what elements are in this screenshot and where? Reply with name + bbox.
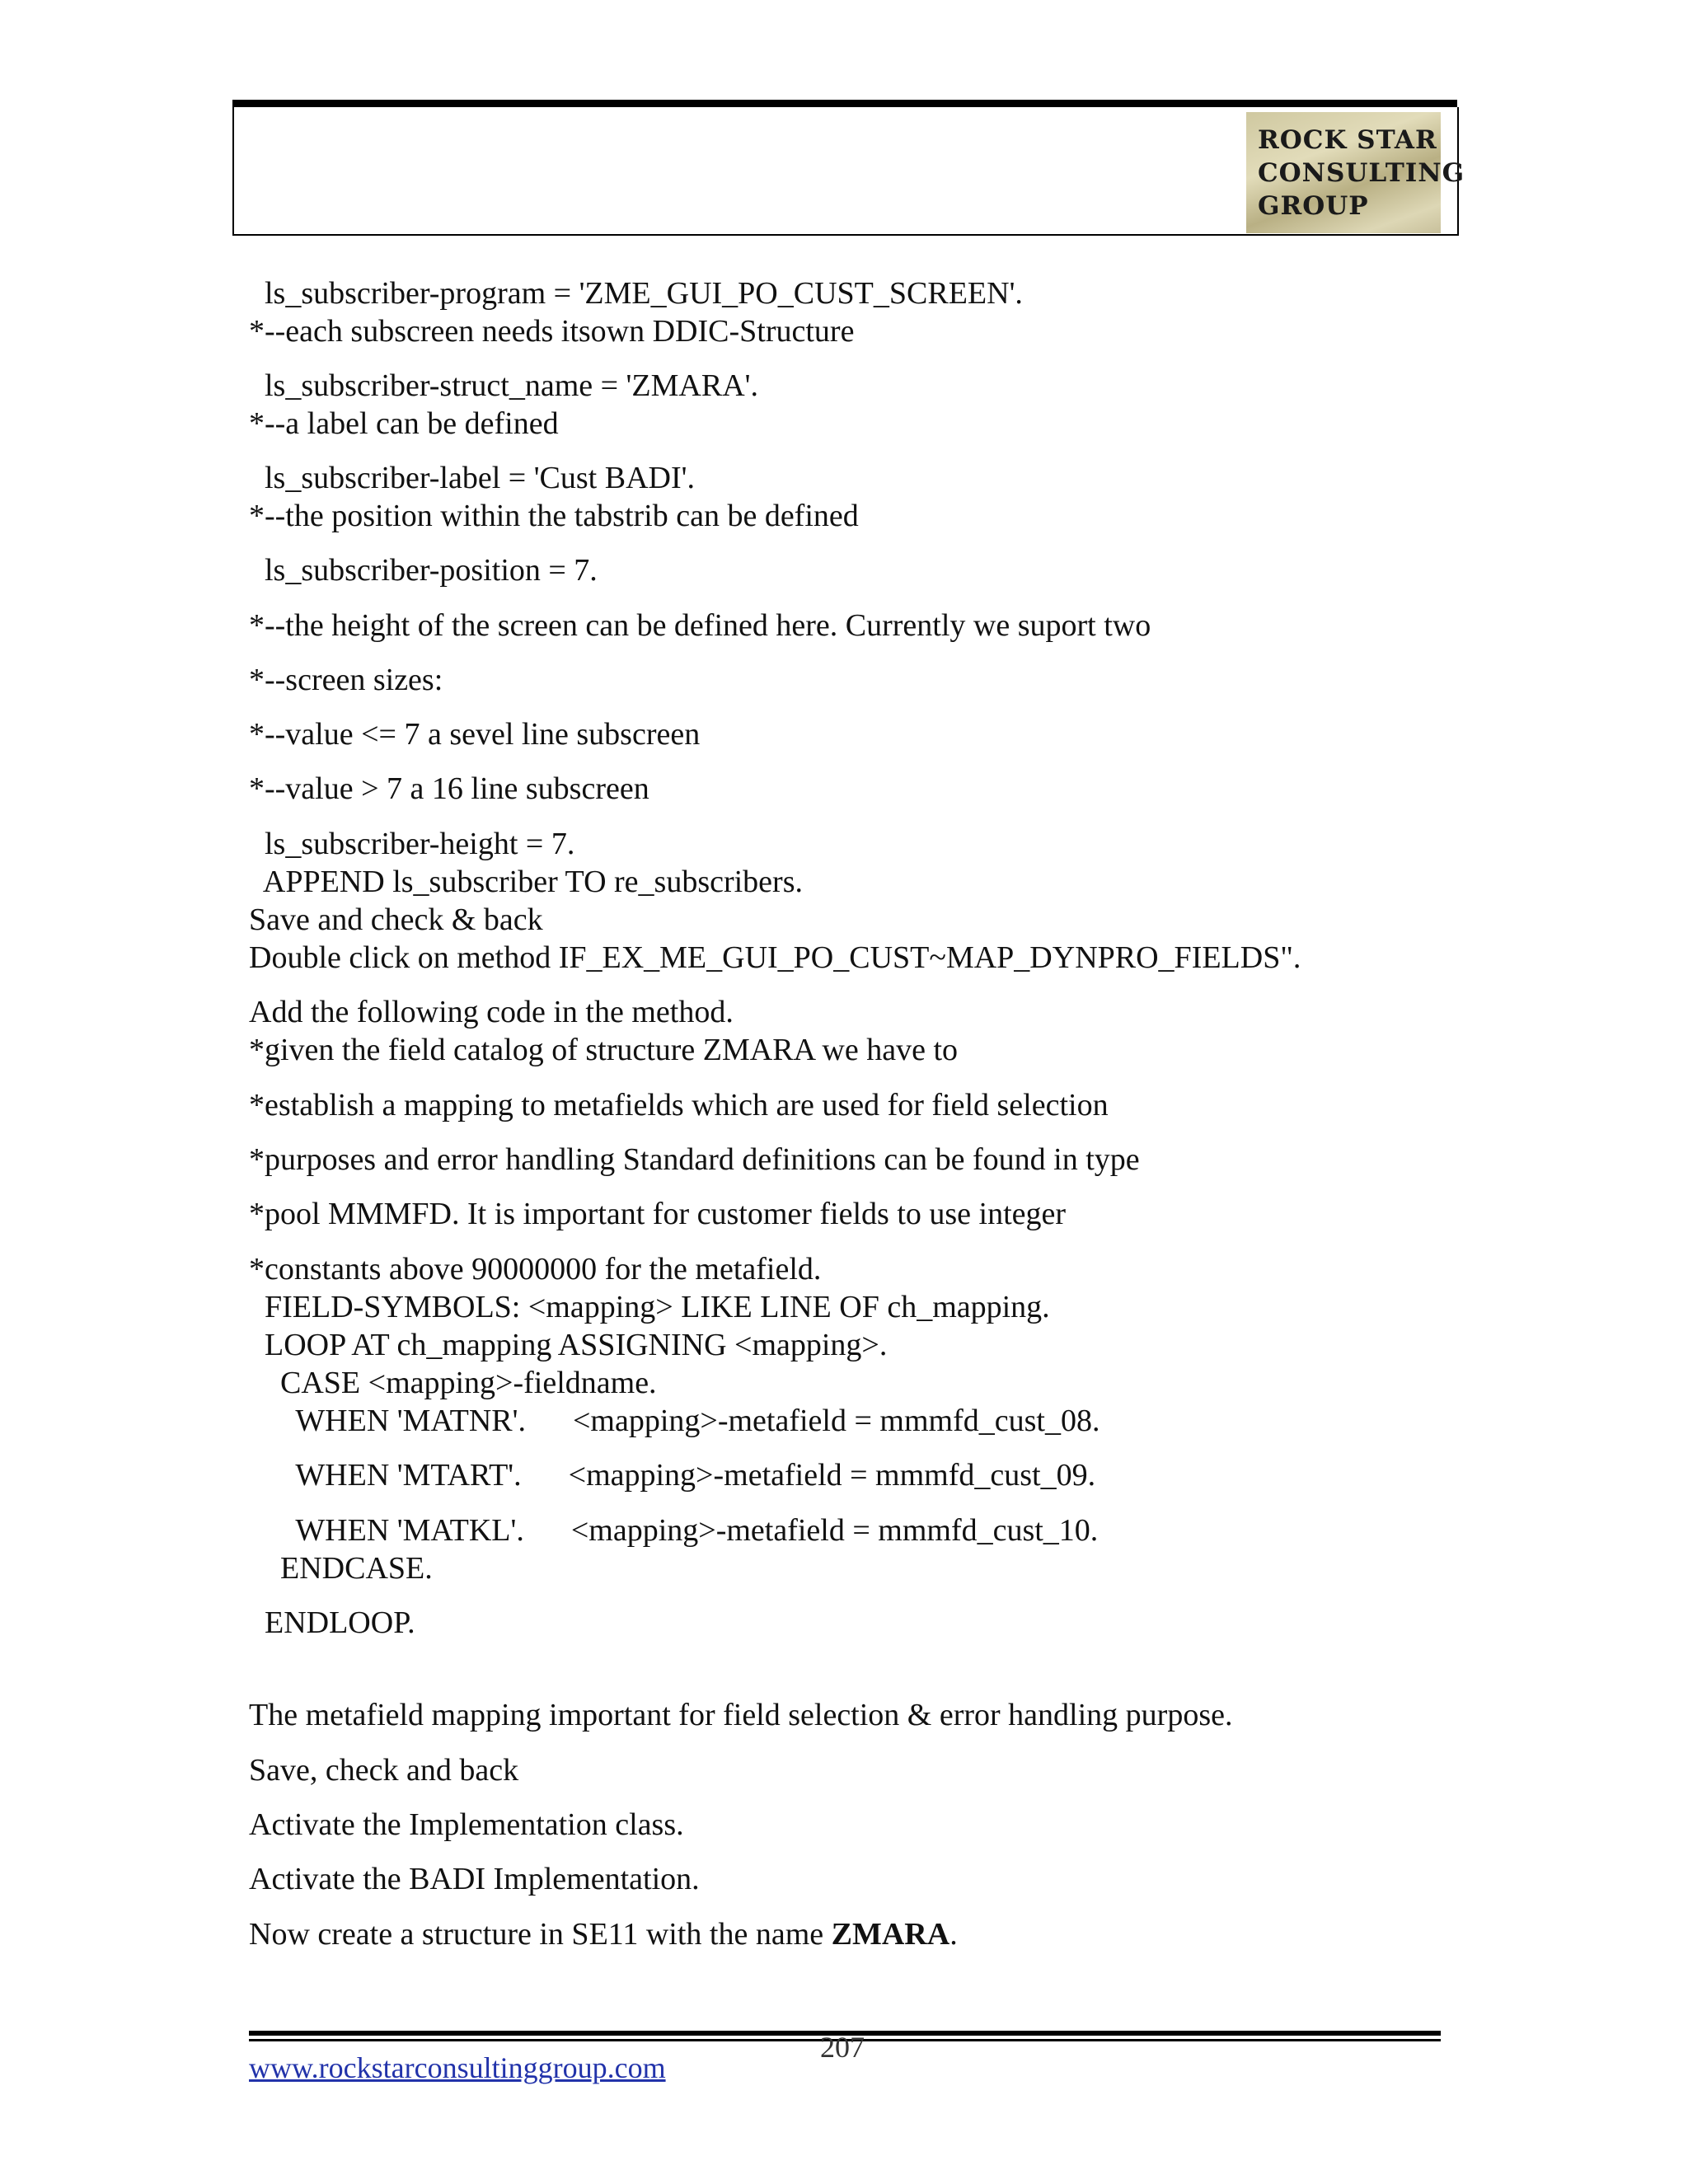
comment-line: *constants above 90000000 for the metafield. (249, 1252, 822, 1286)
comment-line: *--each subscreen needs itsown DDIC-Structure (249, 314, 855, 349)
code-line: WHEN 'MATNR'. <mapping>-metafield = mmmfd_cust_08. (249, 1404, 1100, 1438)
instruction-line-final (249, 1916, 958, 1952)
final-line-period: . (950, 1917, 958, 1952)
code-line: CASE <mapping>-fieldname. (249, 1366, 657, 1400)
structure-name-bold: ZMARA (831, 1917, 950, 1952)
code-line: ls_subscriber-struct_name = 'ZMARA'. (249, 368, 758, 403)
final-line-text: Now create a structure in SE11 with the name (249, 1917, 832, 1952)
comment-line: *--the position within the tabstrib can be defined (249, 499, 859, 533)
logo-line-2: CONSULTING (1258, 158, 1465, 188)
logo-line-3: GROUP (1258, 191, 1369, 221)
website-link[interactable]: www.rockstarconsultinggroup.com (249, 2051, 666, 2084)
code-line: ENDCASE. (249, 1551, 433, 1586)
comment-line: *--a label can be defined (249, 406, 559, 441)
comment-line: *--the height of the screen can be defined here. Currently we suport two (249, 608, 1151, 643)
code-line: LOOP AT ch_mapping ASSIGNING <mapping>. (249, 1328, 888, 1362)
code-line: ENDLOOP. (249, 1605, 415, 1640)
instruction-line: Activate the BADI Implementation. (249, 1862, 700, 1896)
code-line: ls_subscriber-height = 7. (249, 827, 575, 861)
comment-line: *given the field catalog of structure ZMARA we have to (249, 1033, 959, 1067)
logo-line-1: ROCK STAR (1258, 125, 1437, 155)
instruction-line: Double click on method IF_EX_ME_GUI_PO_CUST~MAP_DYNPRO_FIELDS". (249, 940, 1301, 975)
instruction-line: Activate the Implementation class. (249, 1807, 684, 1842)
comment-line: *--value <= 7 a sevel line subscreen (249, 717, 701, 752)
comment-line: *--value > 7 a 16 line subscreen (249, 771, 649, 806)
comment-line: *establish a mapping to metafields which are used for field selection (249, 1088, 1109, 1122)
code-line: WHEN 'MATKL'. <mapping>-metafield = mmmfd_cust_10. (249, 1513, 1099, 1548)
code-line: FIELD-SYMBOLS: <mapping> LIKE LINE OF ch_mapping. (249, 1290, 1050, 1324)
comment-line: *--screen sizes: (249, 663, 443, 697)
instruction-line: Save and check & back (249, 902, 543, 937)
code-line: ls_subscriber-position = 7. (249, 553, 598, 588)
code-line: APPEND ls_subscriber TO re_subscribers. (249, 865, 803, 899)
code-line: ls_subscriber-label = 'Cust BADI'. (249, 461, 695, 495)
code-line: ls_subscriber-program = 'ZME_GUI_PO_CUST_SCREEN'. (249, 276, 1023, 311)
comment-line: *purposes and error handling Standard definitions can be found in type (249, 1142, 1140, 1177)
page-number: 207 (820, 2031, 865, 2064)
instruction-line: Save, check and back (249, 1753, 519, 1788)
instruction-line: Add the following code in the method. (249, 995, 734, 1029)
instruction-line: The metafield mapping important for field selection & error handling purpose. (249, 1698, 1233, 1732)
code-line: WHEN 'MTART'. <mapping>-metafield = mmmfd_cust_09. (249, 1458, 1096, 1493)
comment-line: *pool MMMFD. It is important for customer fields to use integer (249, 1197, 1067, 1231)
